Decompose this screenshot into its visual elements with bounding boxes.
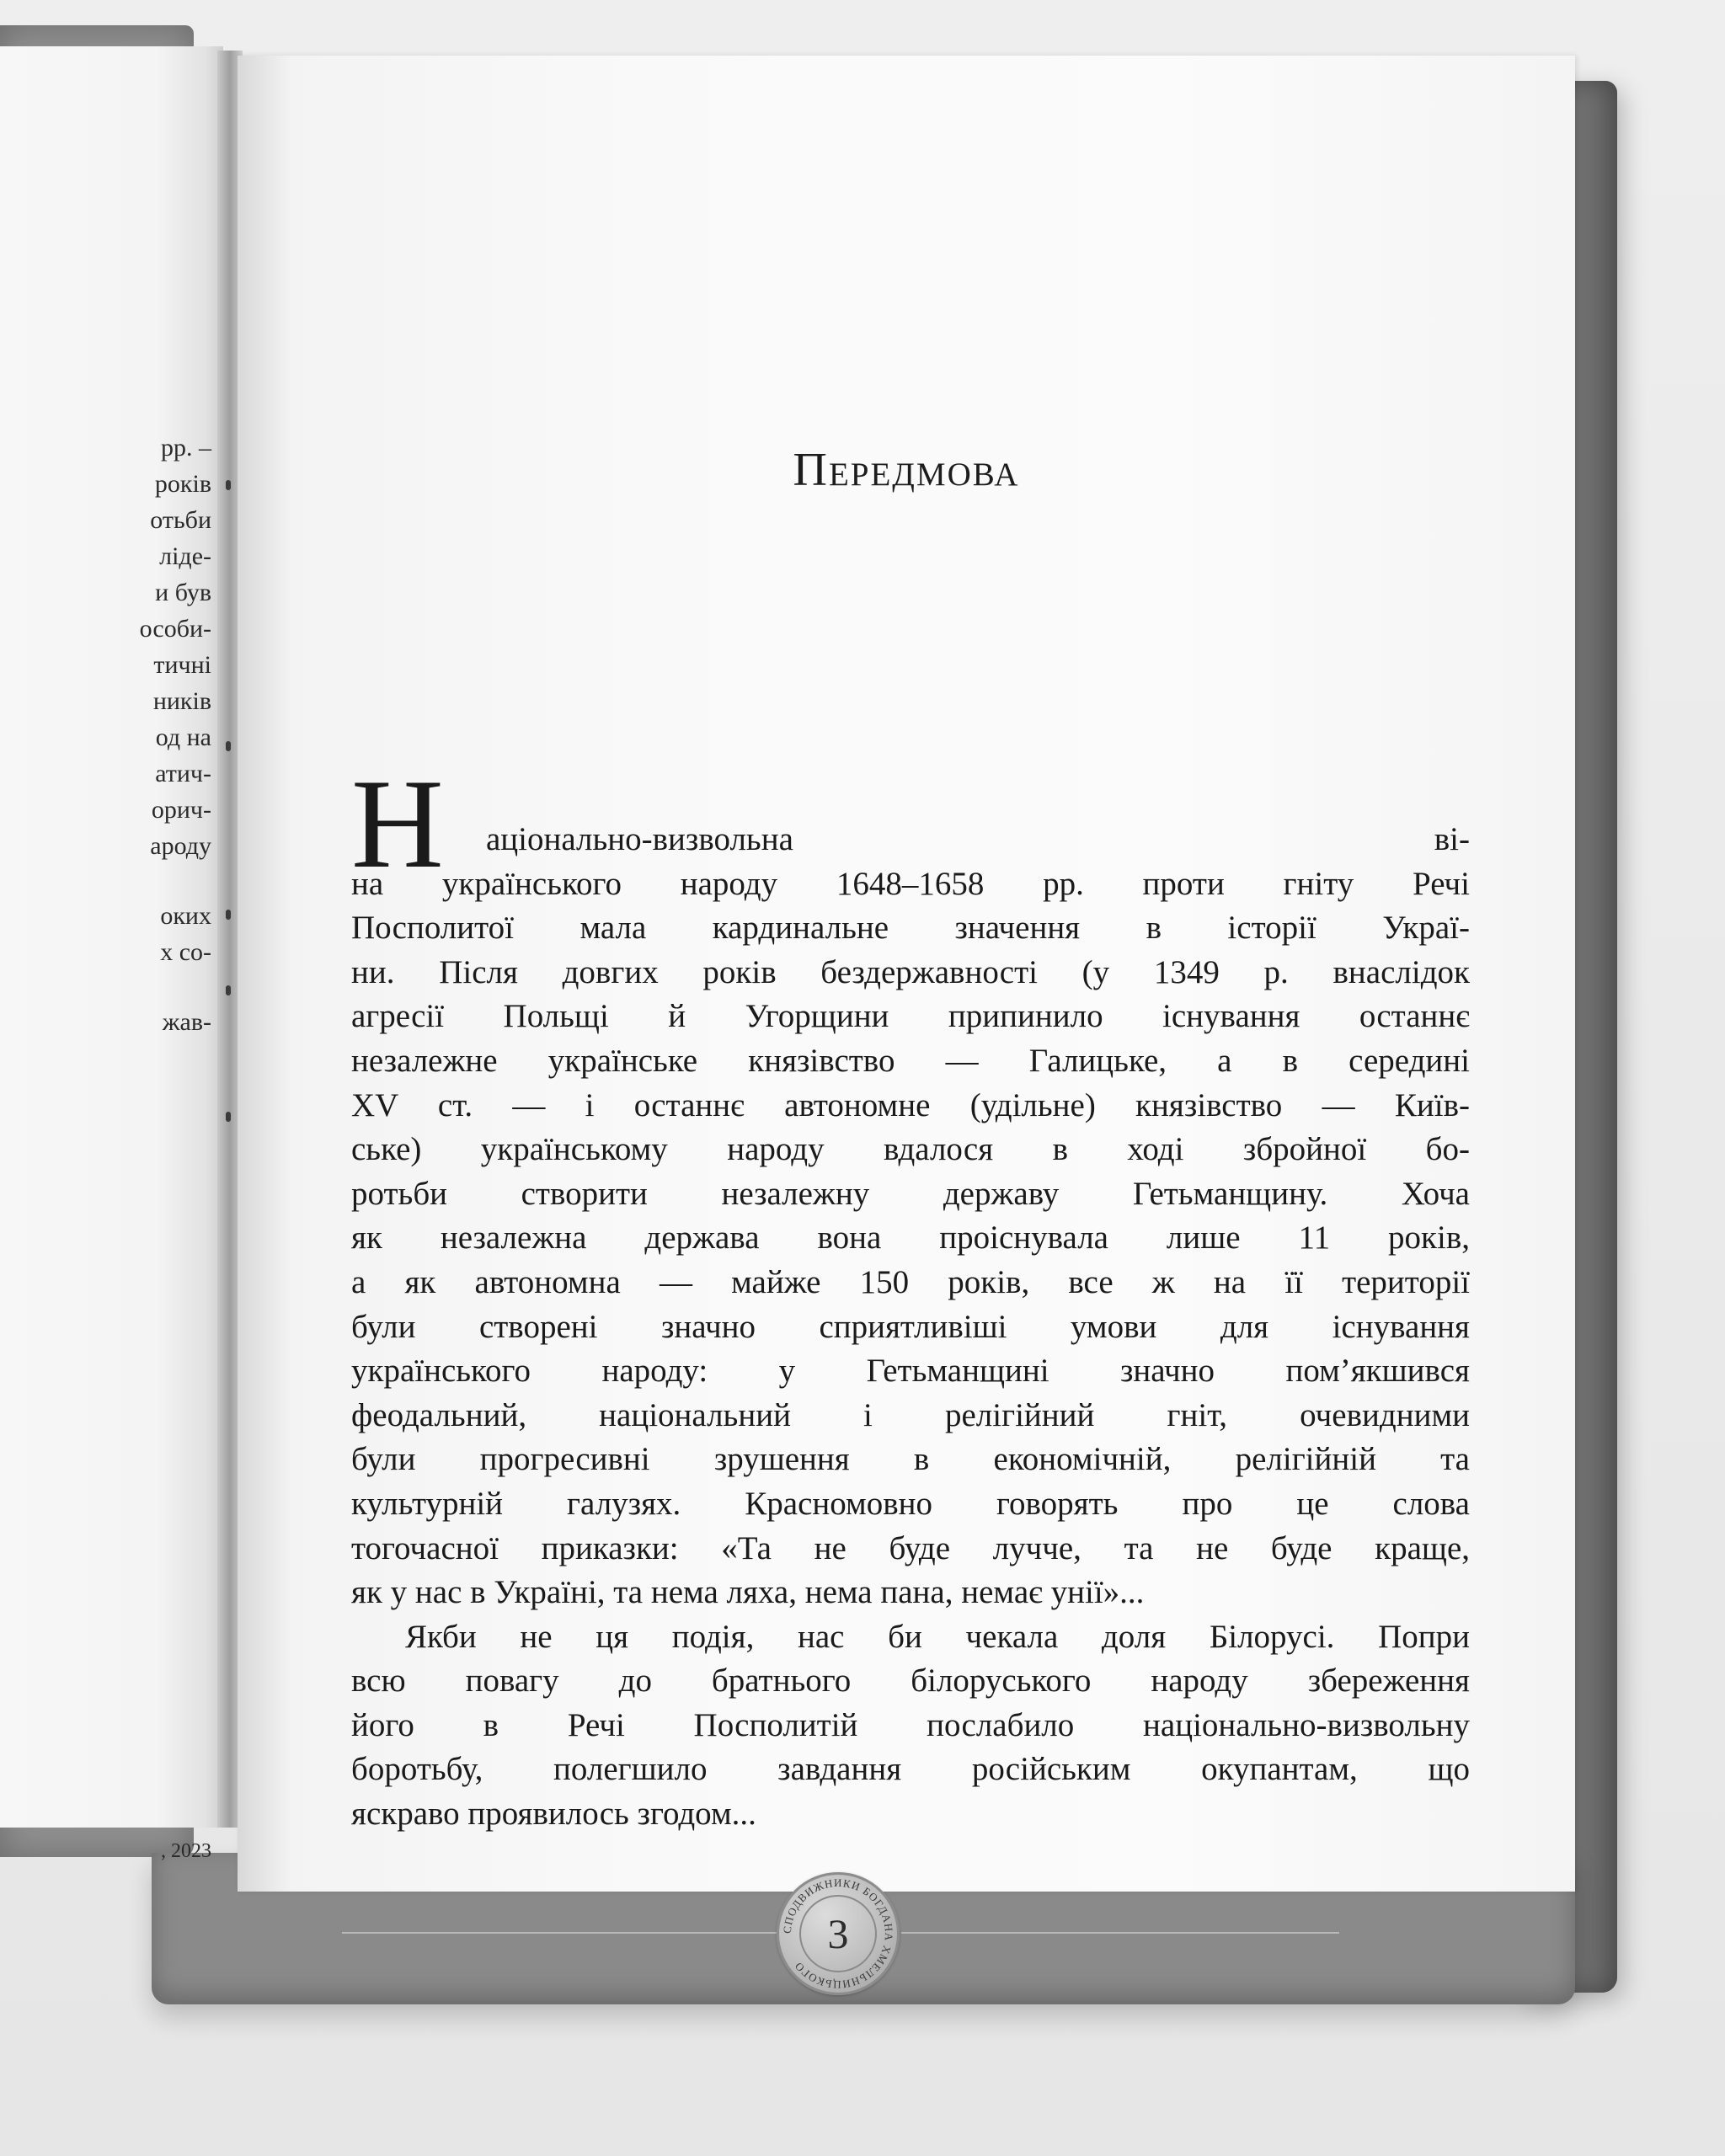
footer-rule-left <box>342 1932 788 1934</box>
text-line: всю повагу до братнього білоруського народу збереження <box>351 1662 1470 1700</box>
left-page <box>0 46 223 1862</box>
left-line: атич- <box>155 760 211 787</box>
left-line: од на <box>155 723 211 751</box>
left-line: орич- <box>151 796 211 824</box>
text-line: яскраво проявилось згодом... <box>351 1796 756 1833</box>
binding-thread <box>226 480 231 490</box>
text-line: ське) українському народу вдалося в ході збройної бо- <box>351 1131 1470 1168</box>
left-page-text <box>140 430 211 1040</box>
left-line: х со- <box>160 938 211 966</box>
text-line: агресії Польщі й Угорщини припинило існування останнє <box>351 998 1470 1035</box>
left-line: и був <box>155 579 211 606</box>
page-body <box>351 818 1470 1837</box>
text-line: були створені значно сприятливіші умови для існування <box>351 1308 1470 1345</box>
text-line: культурній галузях. Красномовно говорять про це слова <box>351 1485 1470 1522</box>
binding-thread <box>226 741 231 751</box>
text-line: боротьбу, полегшило завдання російським окупантам, що <box>351 1751 1470 1788</box>
left-line: рр. – <box>161 434 211 462</box>
text-line: як у нас в Україні, та нема ляха, нема пана, немає унії»... <box>351 1574 1145 1611</box>
text-line: незалежне українське князівство — Галицьке, а в середині <box>351 1042 1470 1079</box>
text-line: ротьби створити незалежну державу Гетьманщину. Хоча <box>351 1175 1470 1212</box>
text-line: XV ст. — і останнє автономне (удільне) князівство — Київ- <box>351 1086 1470 1123</box>
text-line: як незалежна держава вона проіснувала лише 11 років, <box>351 1219 1470 1257</box>
left-line: тичні <box>153 651 211 679</box>
text-line: ни. Після довгих років бездержавності (у 1349 р. внаслідок <box>351 953 1470 990</box>
left-line: ників <box>152 687 211 715</box>
left-line: жав- <box>162 1008 211 1036</box>
text-line: його в Речі Посполитій послабило національно-визвольну <box>351 1706 1470 1743</box>
left-page-imprint: , 2023 <box>161 1840 211 1862</box>
text-line: аціонально-визвольна ві- <box>486 821 1470 857</box>
left-line: ароду <box>150 832 211 860</box>
text-line: українського народу: у Гетьманщині значно пом’якшився <box>351 1353 1470 1390</box>
text-line: тогочасної приказки: «Та не буде лучче, та не буде краще, <box>351 1529 1470 1566</box>
drop-cap: Н <box>351 753 444 894</box>
left-line: особи- <box>139 615 211 643</box>
text-line: були прогресивні зрушення в економічній, релігійній та <box>351 1441 1470 1478</box>
binding-thread <box>226 910 231 920</box>
page-number-seal <box>777 1872 900 1995</box>
text-line: Посполитої мала кардинальне значення в історії Украї- <box>351 910 1470 947</box>
binding-thread <box>226 1112 231 1122</box>
page-number: 3 <box>827 1910 849 1957</box>
text-line: на українського народу 1648–1658 рр. проти гніту Речі <box>351 865 1470 902</box>
page-title: Передмова <box>793 444 1020 496</box>
footer-rule-right <box>901 1932 1339 1934</box>
left-line: отьби <box>150 506 211 534</box>
left-line-gap <box>140 970 211 1004</box>
text-line: Якби не ця подія, нас би чекала доля Білорусі. Попри <box>405 1618 1470 1655</box>
left-line: ліде- <box>159 542 211 570</box>
left-line: років <box>154 470 211 498</box>
right-page <box>238 56 1575 1992</box>
binding-thread <box>226 985 231 995</box>
left-line-gap <box>140 864 211 898</box>
text-line: а як автономна — майже 150 років, все ж на її території <box>351 1263 1470 1300</box>
left-line: оких <box>160 902 211 930</box>
text-line: феодальний, національний і релігійний гніт, очевидними <box>351 1396 1470 1433</box>
seal-text: СПОДВИЖНИКИ БОГДАНА ХМЕЛЬНИЦЬКОГО <box>780 1876 896 1992</box>
